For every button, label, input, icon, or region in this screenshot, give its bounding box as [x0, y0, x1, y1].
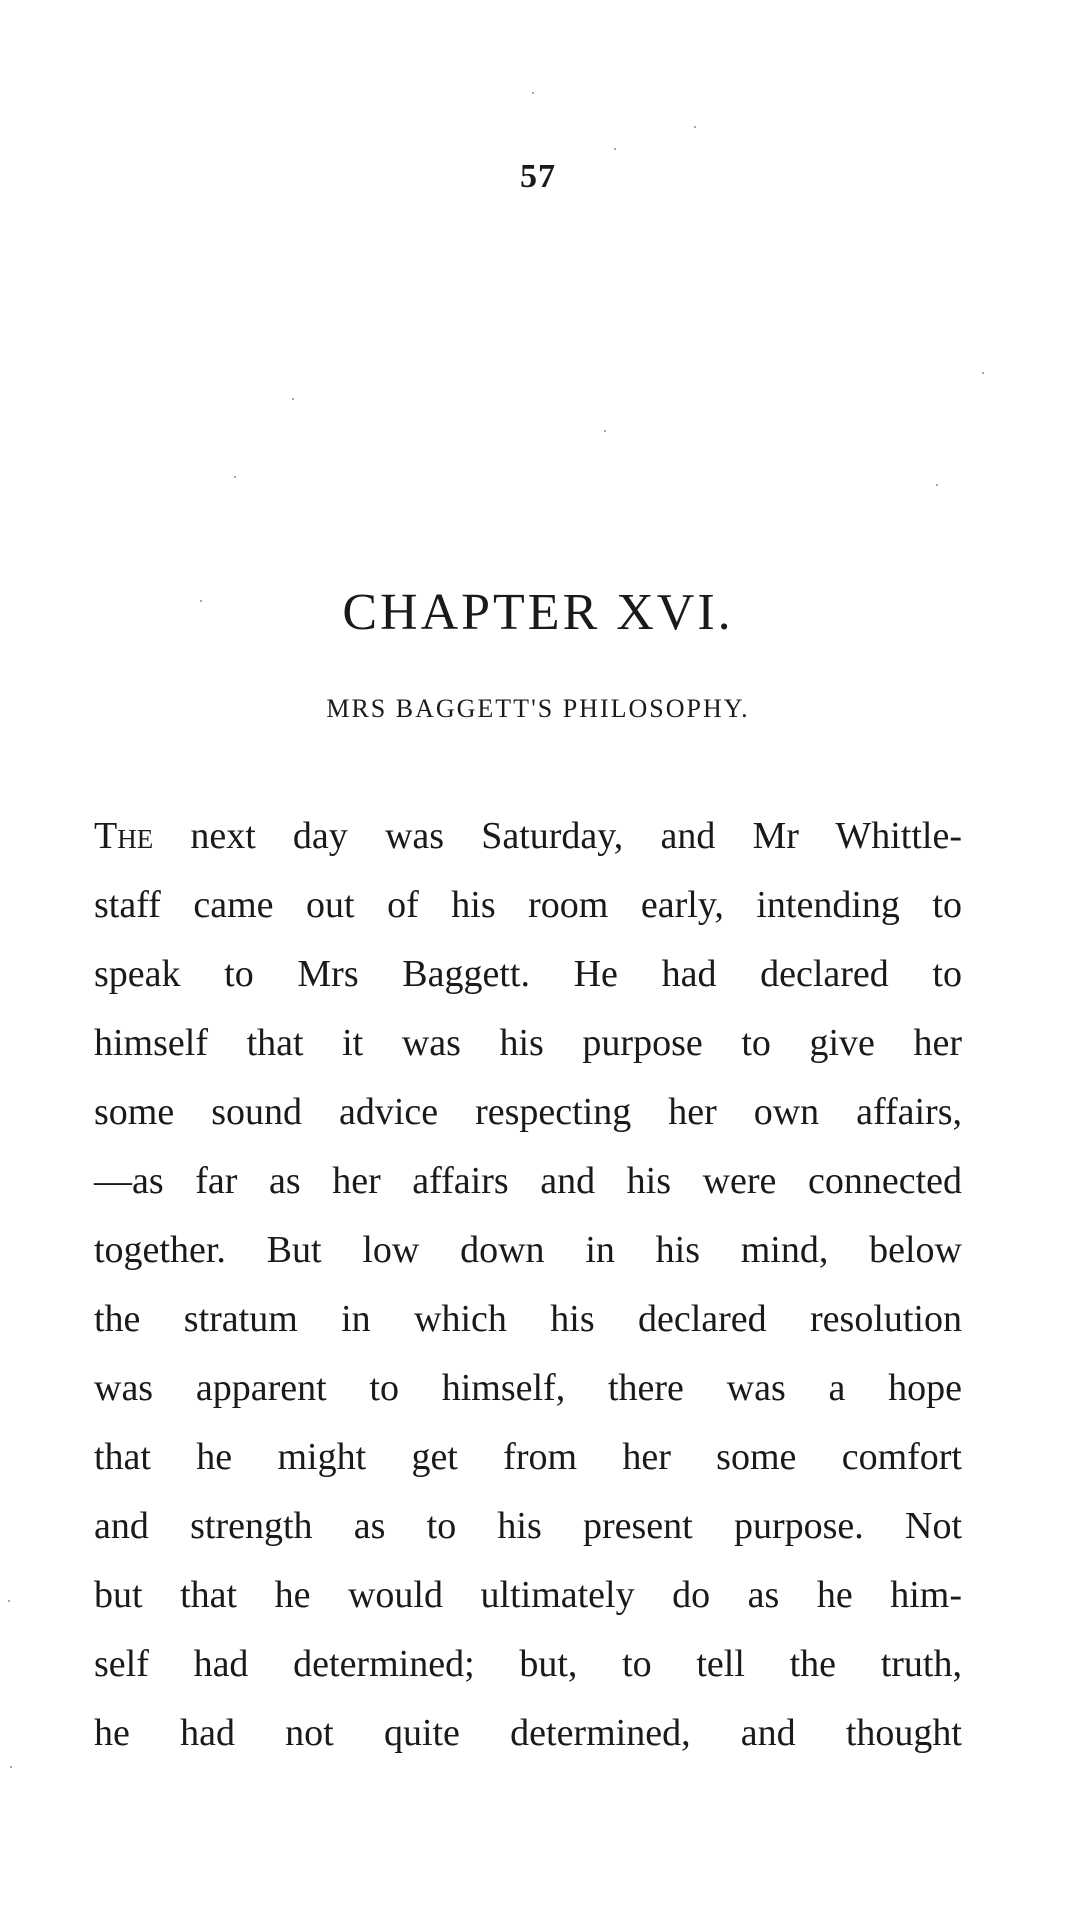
text-line: staff came out of his room early, intending to — [94, 884, 962, 926]
paper-speck — [694, 126, 696, 128]
paper-speck — [292, 398, 294, 400]
text-line: speak to Mrs Baggett. He had declared to — [94, 953, 962, 995]
text-line: that he might get from her some comfort — [94, 1436, 962, 1478]
paper-speck — [10, 1766, 12, 1768]
paper-speck — [234, 476, 236, 478]
paper-speck — [200, 600, 202, 602]
text-line-content: next day was Saturday, and Mr Whittle- — [153, 815, 962, 857]
text-line: together. But low down in his mind, below — [94, 1229, 962, 1271]
text-line: was apparent to himself, there was a hope — [94, 1367, 962, 1409]
paper-speck — [982, 372, 984, 374]
text-line: he had not quite determined, and thought — [94, 1712, 962, 1754]
text-line — [94, 802, 962, 871]
paper-speck — [8, 1600, 10, 1602]
text-line: himself that it was his purpose to give her — [94, 1022, 962, 1064]
text-line: and strength as to his present purpose. Not — [94, 1505, 962, 1547]
text-line: some sound advice respecting her own affairs, — [94, 1091, 962, 1133]
text-line: the stratum in which his declared resolution — [94, 1298, 962, 1340]
paper-speck — [532, 92, 534, 94]
paper-speck — [936, 484, 938, 486]
chapter-title: CHAPTER XVI. — [342, 583, 734, 641]
chapter-subtitle: MRS BAGGETT'S PHILOSOPHY. — [326, 694, 750, 723]
text-line: but that he would ultimately do as he him- — [94, 1574, 962, 1616]
drop-word: The — [94, 815, 154, 857]
paper-speck — [614, 148, 616, 150]
paper-speck — [604, 430, 606, 432]
text-line: self had determined; but, to tell the truth, — [94, 1643, 962, 1685]
text-line: —as far as her affairs and his were connected — [94, 1160, 962, 1202]
page-number: 57 — [520, 158, 556, 195]
body-text — [94, 802, 962, 1768]
